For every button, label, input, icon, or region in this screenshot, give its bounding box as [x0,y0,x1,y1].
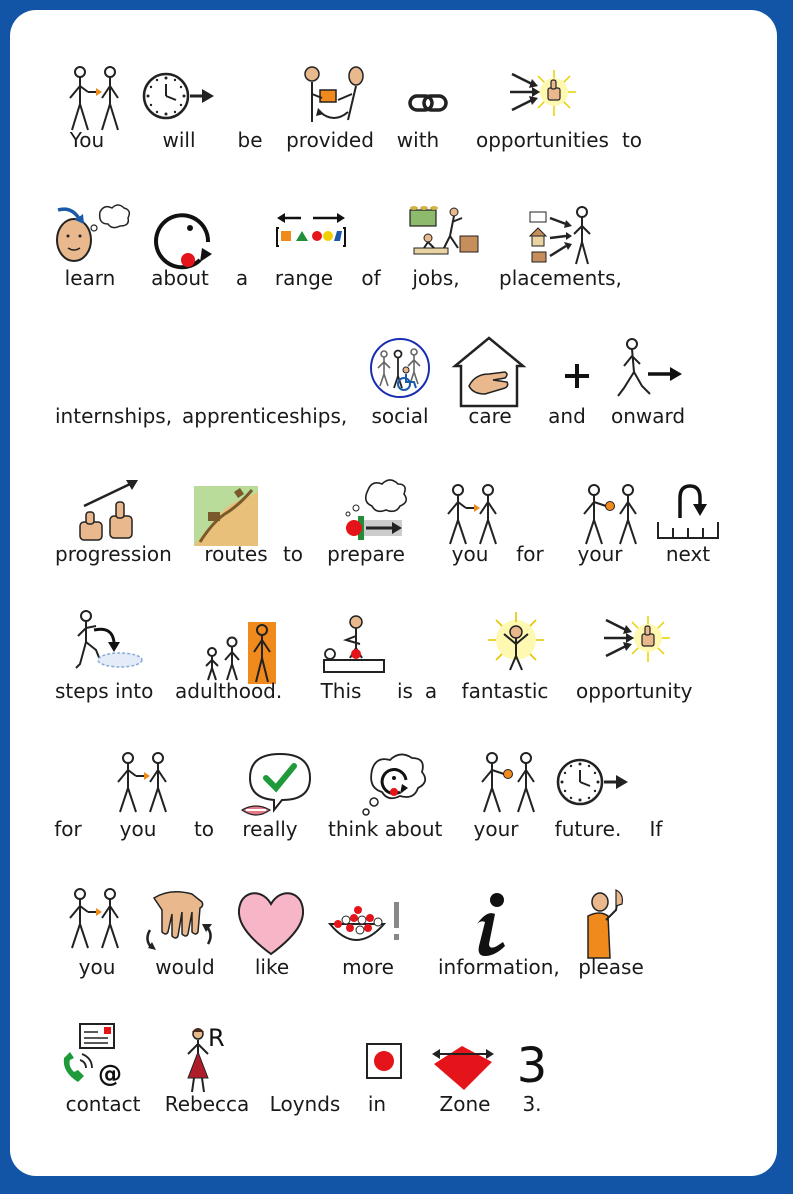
symbol-word: will [162,128,196,152]
symbol-word: with [396,128,440,152]
svg-text:@: @ [98,1060,122,1088]
walk-forward-icon [610,334,690,414]
symbol-word: care [468,404,512,428]
two-people-you-icon [434,472,514,552]
symbol-word: for [54,817,82,841]
symbol-word: opportunities [476,128,609,152]
symbol-word: If [649,817,663,841]
two-people-your-icon [572,472,652,552]
number-three-icon [492,1020,572,1100]
symbol-word: next [665,542,711,566]
symbol-word: This [320,679,362,703]
symbol-word: prepare [327,542,405,566]
heart-icon [231,884,311,964]
symbol-word: progression [55,542,172,566]
symbol-word: you [451,542,489,566]
please-wave-icon [568,884,648,964]
symbol-word: you [119,817,157,841]
more-bowl-icon [328,884,408,964]
really-speech-check-icon [240,748,320,828]
two-people-you-icon [56,884,136,964]
symbol-word: please [578,955,644,979]
contact-icon [58,1020,138,1100]
symbol-word: is [397,679,413,703]
symbol-word: and [548,404,586,428]
adulthood-icon [200,608,280,688]
symbol-word: You [69,128,105,152]
number-three-glyph: 3 [516,1038,548,1094]
symbol-word: range [274,266,334,290]
symbol-word: like [254,955,290,979]
symbol-word: to [193,817,215,841]
two-people-you-icon [104,748,184,828]
symbol-word: steps into [55,679,154,703]
symbol-word: future. [554,817,622,841]
this-point-icon [316,608,396,688]
symbol-word: provided [286,128,374,152]
routes-map-icon [194,472,274,552]
information-icon [455,884,535,964]
next-arrow-icon [656,472,736,552]
think-about-icon [356,748,436,828]
rebecca-person-icon [174,1020,254,1100]
symbol-word: 3. [522,1092,542,1116]
symbol-word: your [577,542,623,566]
two-people-your-icon [470,748,550,828]
symbol-word: would [155,955,215,979]
symbol-word: apprenticeships, [182,404,348,428]
symbol-word: really [242,817,298,841]
svg-text:R: R [208,1024,225,1052]
symbol-word: fantastic [461,679,549,703]
symbol-word: you [78,955,116,979]
symbol-word: Rebecca [164,1092,250,1116]
symbol-word: contact [65,1092,141,1116]
symbol-word: learn [64,266,116,290]
care-house-hand-icon [455,334,535,414]
symbol-word: jobs, [412,266,460,290]
symbol-word: a [235,266,249,290]
symbol-word: to [621,128,643,152]
symbol-word: routes [204,542,268,566]
clock-future-icon [550,748,630,828]
symbol-word: adulthood. [175,679,283,703]
fantastic-icon [476,608,556,688]
symbol-word: of [361,266,381,290]
symbol-word: onward [610,404,686,428]
symbol-word: more [342,955,394,979]
progression-thumbs-icon [74,472,154,552]
in-box-icon [347,1020,427,1100]
symbol-word: think about [328,817,443,841]
symbol-word: about [151,266,209,290]
social-group-icon [362,334,442,414]
prepare-think-icon [340,472,420,552]
symbol-word: in [367,1092,387,1116]
symbol-word: Loynds [269,1092,341,1116]
symbol-word: a [424,679,438,703]
symbol-word: internships, [55,404,173,428]
symbol-word: your [473,817,519,841]
symbol-sheet [10,10,777,1176]
symbol-word: social [371,404,429,428]
step-into-icon [72,608,152,688]
symbol-word: information, [438,955,560,979]
symbol-word: Zone [439,1092,491,1116]
symbol-word: be [237,128,263,152]
symbol-word: for [516,542,544,566]
thumbs-up-star-icon [600,608,680,688]
symbol-word: placements, [499,266,622,290]
symbol-word: to [282,542,304,566]
would-hand-icon [140,884,220,964]
symbol-word: opportunity [576,679,693,703]
plus-icon [537,334,617,414]
